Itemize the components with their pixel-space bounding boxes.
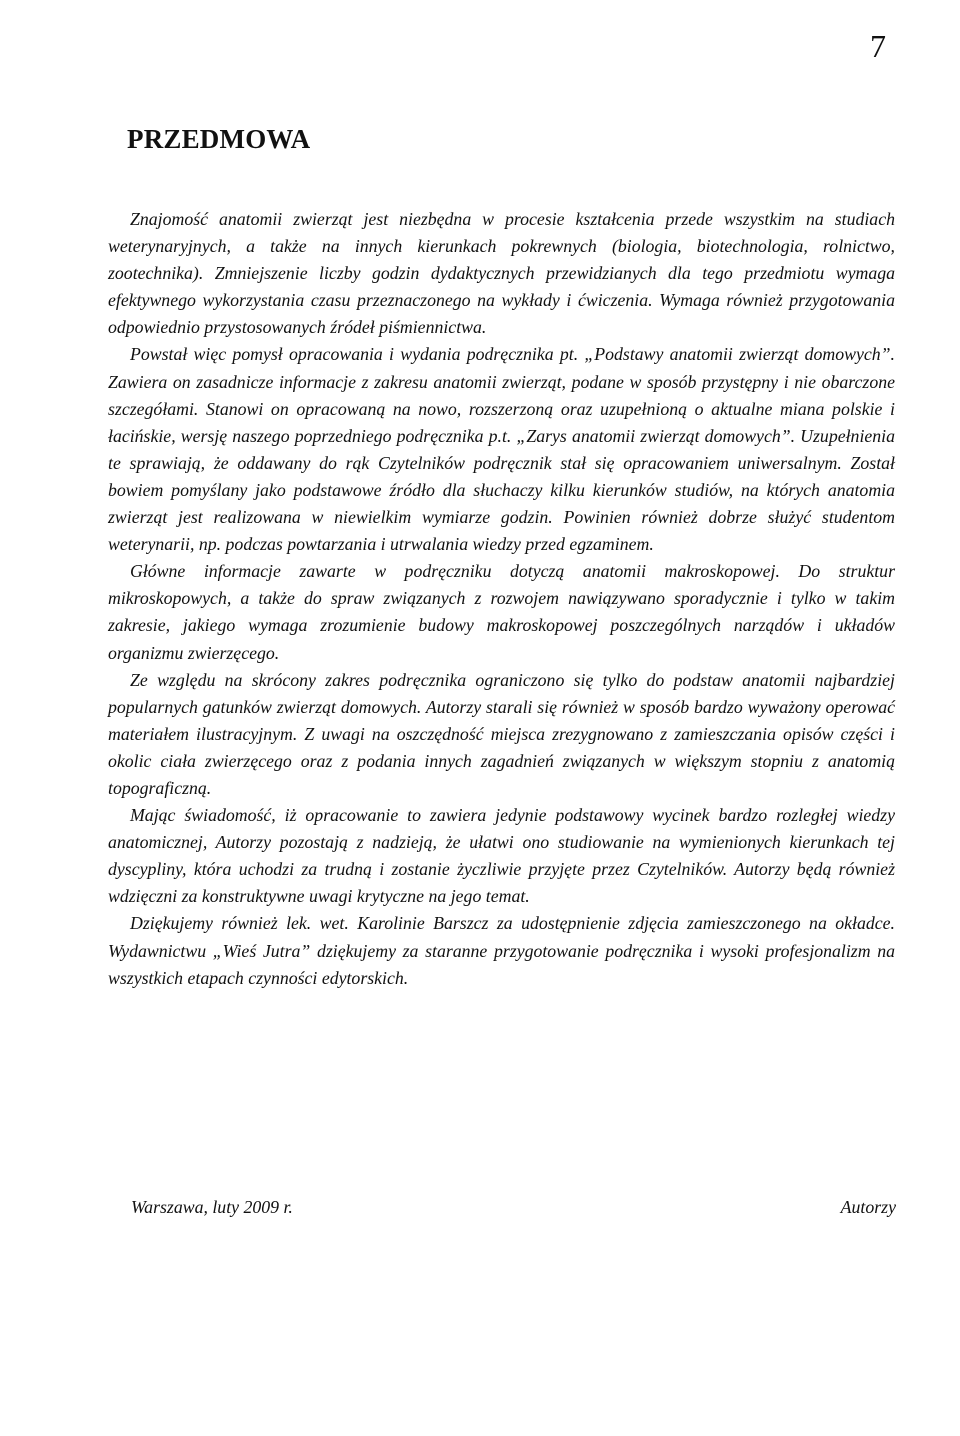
paragraph: Mając świadomość, iż opracowanie to zawiera jedynie podstawowy wycinek bardzo rozległej wiedzy anatomicznej, Autorzy pozostają z nadzieją, że ułatwi ono studiowanie na wymienionych kierunkach tej dyscypliny, która uchodzi za trudną i zostanie życzliwie przyjęte przez Czytelników. Autorzy będą również wdzięczni za konstruktywne uwagi krytyczne na jego temat. (108, 805, 895, 907)
paragraph: Główne informacje zawarte w podręczniku dotyczą anatomii makroskopowej. Do struktur mikroskopowych, a także do spraw związanych z rozwojem nawiązywano sporadycznie i tylko w takim zakresie, jakiego wymaga zrozumienie budowy makroskopowej poszczególnych narządów i układów organizmu zwierzęcego. (108, 561, 895, 663)
paragraph: Dziękujemy również lek. wet. Karolinie Barszcz za udostępnienie zdjęcia zamieszczonego na okładce. Wydawnictwu „Wieś Jutra” dziękujemy za staranne przygotowanie podręcznika i wysoki profesjonalizm na wszystkich etapach czynności edytorskich. (108, 913, 895, 988)
page-number: 7 (870, 28, 886, 64)
paragraph: Ze względu na skrócony zakres podręcznika ograniczono się tylko do podstaw anatomii najbardziej popularnych gatunków zwierząt domowych. Autorzy starali się również w sposób bardzo wyważony operować materiałem ilustracyjnym. Z uwagi na oszczędność miejsca zrezygnowano z zamieszczania opisów części i okolic ciała zwierzęcego oraz z podania innych zagadnień związanych w większym stopniu z anatomią topograficzną. (108, 669, 895, 798)
page-title: PRZEDMOWA (127, 124, 311, 154)
paragraph: Powstał więc pomysł opracowania i wydania podręcznika pt. „Podstawy anatomii zwierząt domowych”. Zawiera on zasadnicze informacje z zakresu anatomii zwierząt, podane w sposób przystępny i nie obarczone szczegółami. Stanowi on opracowaną na nowo, rozszerzoną oraz uzupełnioną o aktualne miana polskie i łacińskie, wersję naszego poprzedniego podręcznika p.t. „Zarys anatomii zwierząt domowych”. Uzupełnienia te sprawiają, że oddawany do rąk Czytelników podręcznik stał się opracowaniem uniwersalnym. Został bowiem pomyślany jako podstawowe źródło dla słuchaczy kilku kierunków studiów, na których anatomia zwierząt jest realizowana w niewielkim wymiarze godzin. Powinien również dobrze służyć studentom weterynarii, np. podczas powtarzania i utrwalania wiedzy przed egzaminem. (108, 344, 895, 555)
authors-signature: Autorzy (840, 1197, 896, 1217)
place-date: Warszawa, luty 2009 r. (131, 1197, 293, 1217)
paragraph: Znajomość anatomii zwierząt jest niezbędna w procesie kształcenia przede wszystkim na studiach weterynaryjnych, a także na innych kierunkach pokrewnych (biologia, biotechnologia, rolnictwo, zootechnika). Zmniejszenie liczby godzin dydaktycznych przewidzianych dla tego przedmiotu wymaga efektywnego wykorzystania czasu przeznaczonego na wykłady i ćwiczenia. Wymaga również przygotowania odpowiednio przystosowanych źródeł piśmiennictwa. (108, 209, 895, 338)
preface-body (108, 206, 895, 992)
